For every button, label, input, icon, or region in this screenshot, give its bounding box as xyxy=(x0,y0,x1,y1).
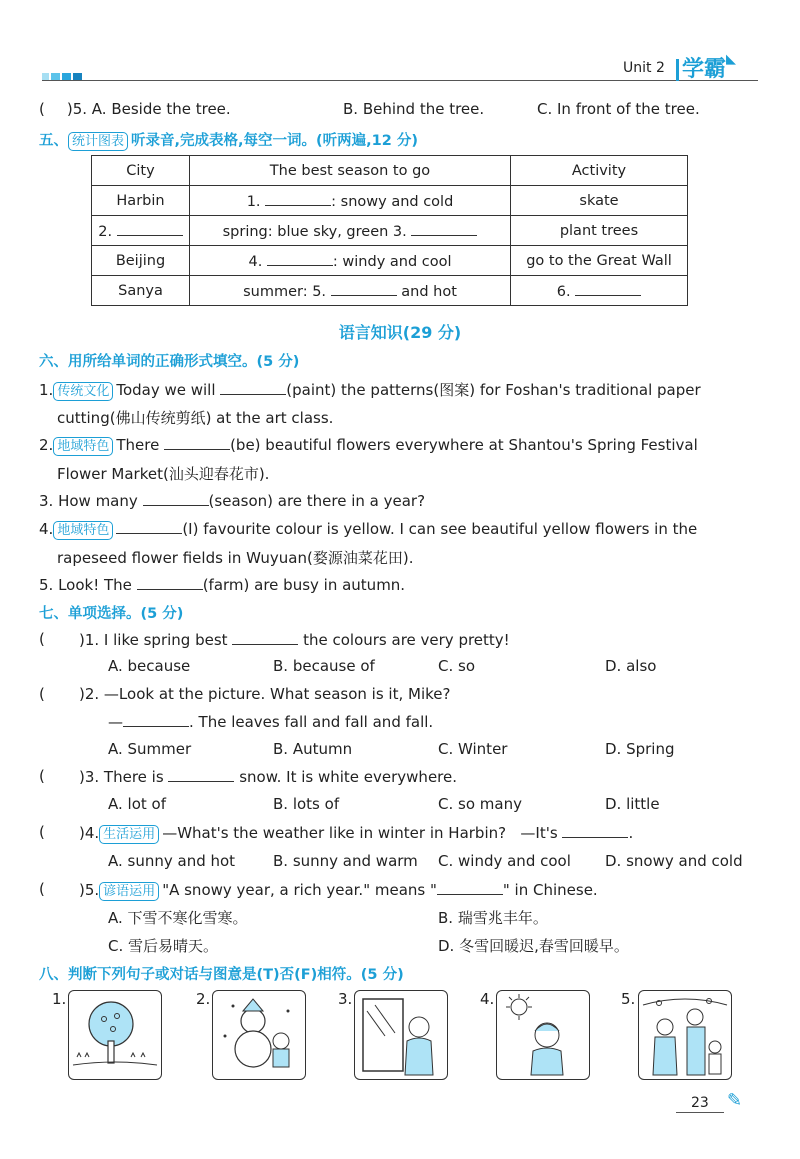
s7-q4-blank[interactable] xyxy=(562,823,628,838)
s6-q5-blank[interactable] xyxy=(137,575,203,590)
answer-paren[interactable]: ( xyxy=(39,880,45,898)
s6-q1: 1. 传统文化 Today we will (paint) the patterns(图案) for Foshan's traditional paper xyxy=(39,381,701,399)
section6-title: 六、用所给单词的正确形式填空。(5 分) xyxy=(39,354,300,370)
s6-q3-blank[interactable] xyxy=(143,491,209,506)
s7-q4-opt-d[interactable]: D. snowy and cold xyxy=(605,852,743,870)
s6-q3: 3. How many (season) are there in a year? xyxy=(39,492,426,510)
blank-5[interactable] xyxy=(331,281,397,296)
language-knowledge-title: 语言知识(29 分) xyxy=(338,323,462,342)
answer-paren[interactable]: ( xyxy=(39,767,45,785)
s7-q5-blank[interactable] xyxy=(437,880,503,895)
s7-q2-opt-a[interactable]: A. Summer xyxy=(108,740,192,758)
s7-q2-b: — . The leaves fall and fall and fall. xyxy=(108,713,434,731)
brand-cap-icon: ◣ xyxy=(726,52,737,67)
table-row: 2. spring: blue sky, green 3. plant trees xyxy=(92,216,688,246)
s7-q3-opt-a[interactable]: A. lot of xyxy=(108,795,166,813)
section8-title: 八、判断下列句子或对话与图意是(T)否(F)相符。(5 分) xyxy=(39,967,404,983)
pic-number: 1. xyxy=(52,990,67,1008)
pic-number: 4. xyxy=(480,990,495,1008)
s7-q1-opt-c[interactable]: C. so xyxy=(438,657,476,675)
s7-q4-opt-b[interactable]: B. sunny and warm xyxy=(273,852,418,870)
answer-paren[interactable]: ( xyxy=(39,823,45,841)
family-picking-icon xyxy=(639,991,731,1079)
header-decoration xyxy=(42,66,82,84)
s7-q2-opt-d[interactable]: D. Spring xyxy=(605,740,675,758)
picture-3-window[interactable] xyxy=(354,990,448,1080)
s7-q1-opt-d[interactable]: D. also xyxy=(605,657,657,675)
s6-q4-blank[interactable] xyxy=(116,519,182,534)
s6-q2-blank[interactable] xyxy=(164,435,230,450)
s7-q5-opt-a[interactable]: A. 下雪不寒化雪寒。 xyxy=(108,909,248,927)
s6-q4: 4. 地域特色 (I) favourite colour is yellow. I can see beautiful yellow flowers in the xyxy=(39,520,698,538)
sun-icon xyxy=(497,991,589,1079)
picture-2-snowman[interactable] xyxy=(212,990,306,1080)
s7-q4-opt-a[interactable]: A. sunny and hot xyxy=(108,852,236,870)
s6-q2: 2. 地域特色 There (be) beautiful flowers everywhere at Shantou's Spring Festival xyxy=(39,436,698,454)
top-option-b: B. Behind the tree. xyxy=(343,100,485,118)
footer-rule xyxy=(676,1112,724,1113)
s7-q3-opt-d[interactable]: D. little xyxy=(605,795,660,813)
section7-title: 七、单项选择。(5 分) xyxy=(39,606,184,622)
s6-q5: 5. Look! The (farm) are busy in autumn. xyxy=(39,576,406,594)
top-question: ( )5. A. Beside the tree. xyxy=(39,100,231,118)
s6-q2-cont: Flower Market(汕头迎春花市). xyxy=(57,465,270,483)
s6-q4-cont: rapeseed flower fields in Wuyuan(婺源油菜花田). xyxy=(57,549,414,567)
header-city: City xyxy=(92,156,190,186)
table-header-row xyxy=(92,156,688,186)
snowman-icon xyxy=(213,991,305,1079)
s7-q5-opt-c[interactable]: C. 雪后易晴天。 xyxy=(108,937,219,955)
answer-paren[interactable]: ( xyxy=(39,630,45,648)
top-option-c: C. In front of the tree. xyxy=(537,100,700,118)
s6-q1-blank[interactable] xyxy=(220,380,286,395)
s7-q3: )3. There is snow. It is white everywhere. xyxy=(79,768,458,786)
pencil-icon: ✎ xyxy=(727,1090,743,1111)
pic-number: 2. xyxy=(196,990,211,1008)
table-row: Harbin 1. : snowy and cold skate xyxy=(92,186,688,216)
window-icon xyxy=(355,991,447,1079)
s7-q3-opt-c[interactable]: C. so many xyxy=(438,795,522,813)
s7-q2: )2. —Look at the picture. What season is it, Mike? xyxy=(79,685,451,703)
header-rule xyxy=(42,80,758,81)
picture-5-family[interactable] xyxy=(638,990,732,1080)
s7-q5: )5. 谚语运用 "A snowy year, a rich year." means " " in Chinese. xyxy=(79,881,598,899)
blank-2[interactable] xyxy=(117,221,183,236)
s7-q5-opt-b[interactable]: B. 瑞雪兆丰年。 xyxy=(438,909,548,927)
page-number: 23 xyxy=(691,1095,709,1111)
brand-text: 学霸 xyxy=(682,57,727,82)
s7-q1: )1. I like spring best the colours are very pretty! xyxy=(79,631,510,649)
s7-q2-opt-c[interactable]: C. Winter xyxy=(438,740,508,758)
unit-label: Unit 2 xyxy=(623,60,665,76)
blank-3[interactable] xyxy=(411,221,477,236)
blank-6[interactable] xyxy=(575,281,641,296)
header-activity: Activity xyxy=(511,156,688,186)
tag-statistics: 统计图表 xyxy=(68,132,128,151)
s7-q2-opt-b[interactable]: B. Autumn xyxy=(273,740,353,758)
blank-4[interactable] xyxy=(267,251,333,266)
brand-logo xyxy=(676,52,736,83)
s7-q1-opt-b[interactable]: B. because of xyxy=(273,657,375,675)
header-season: The best season to go xyxy=(190,156,511,186)
table-row: Sanya summer: 5. and hot 6. xyxy=(92,276,688,306)
picture-1-tree[interactable] xyxy=(68,990,162,1080)
picture-4-sun[interactable] xyxy=(496,990,590,1080)
s7-q4-opt-c[interactable]: C. windy and cool xyxy=(438,852,571,870)
s7-q5-opt-d[interactable]: D. 冬雪回暖迟,春雪回暖早。 xyxy=(438,937,629,955)
s7-q4: )4. 生活运用 —What's the weather like in winter in Harbin? —It's . xyxy=(79,824,634,842)
s7-q3-opt-b[interactable]: B. lots of xyxy=(273,795,340,813)
s7-q3-blank[interactable] xyxy=(168,767,234,782)
pic-number: 3. xyxy=(338,990,353,1008)
s7-q1-opt-a[interactable]: A. because xyxy=(108,657,191,675)
section5-title: 五、 统计图表 听录音,完成表格,每空一词。(听两遍,12 分) xyxy=(39,133,419,149)
tree-icon xyxy=(69,991,161,1079)
blank-1[interactable] xyxy=(265,191,331,206)
answer-paren[interactable]: ( xyxy=(39,685,45,703)
s7-q1-blank[interactable] xyxy=(232,630,298,645)
pic-number: 5. xyxy=(621,990,636,1008)
season-table xyxy=(91,155,688,306)
s7-q2-blank[interactable] xyxy=(123,712,189,727)
table-row: Beijing 4. : windy and cool go to the Great Wall xyxy=(92,246,688,276)
s6-q1-cont: cutting(佛山传统剪纸) at the art class. xyxy=(57,409,334,427)
